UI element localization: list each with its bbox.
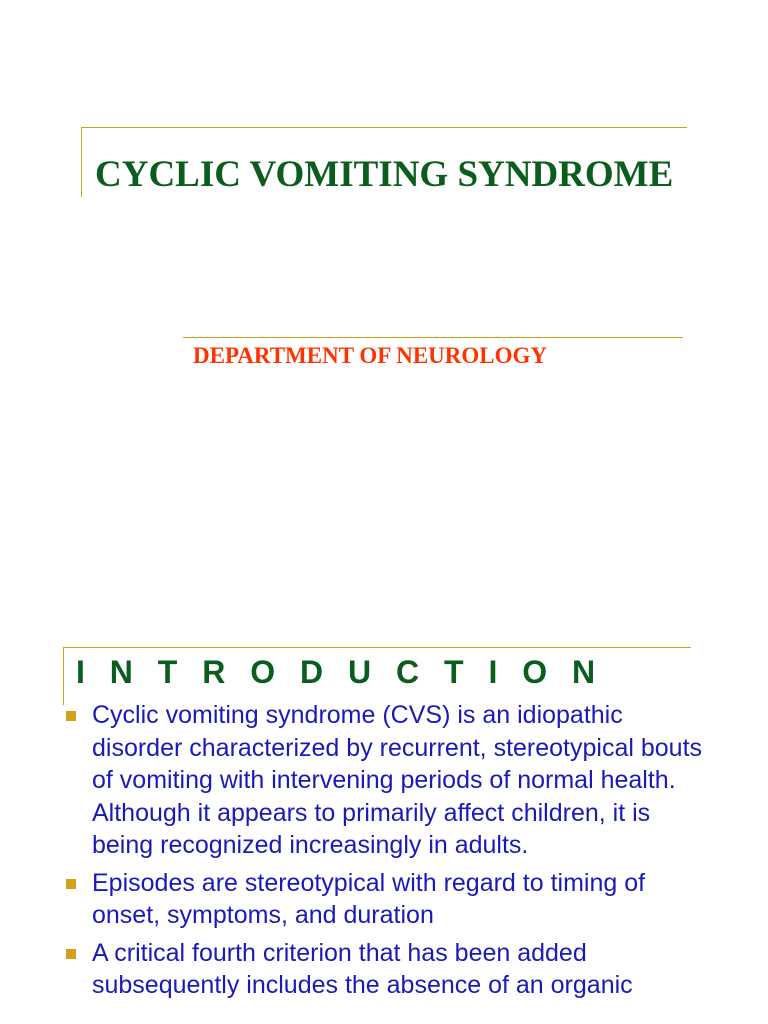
subtitle-rule: [183, 337, 683, 338]
list-item: [64, 937, 704, 1002]
bullet-text: A critical fourth criterion that has been added subsequently includes the absence of an organic: [92, 938, 633, 999]
title-left-rule: [81, 127, 82, 197]
intro-top-rule: [63, 647, 691, 648]
bullet-list: [64, 699, 704, 1007]
intro-left-rule: [63, 647, 64, 705]
bullet-square-icon: [66, 711, 76, 721]
list-item: [64, 699, 704, 862]
list-item: [64, 867, 704, 932]
bullet-square-icon: [66, 949, 76, 959]
title-top-rule: [81, 127, 687, 128]
bullet-text: Cyclic vomiting syndrome (CVS) is an idiopathic disorder characterized by recurrent, stereotypical bouts of vomiting with intervening periods of normal health. Although it appears to primarily affect children, it is being recognized increasingly in adults.: [92, 701, 703, 859]
bullet-square-icon: [66, 879, 76, 889]
slide-subtitle: DEPARTMENT OF NEUROLOGY: [193, 343, 548, 368]
slide-title: CYCLIC VOMITING SYNDROME: [95, 154, 674, 195]
bullet-text: Episodes are stereotypical with regard to timing of onset, symptoms, and duration: [92, 868, 646, 929]
section-heading: I N T R O D U C T I O N: [76, 654, 604, 690]
